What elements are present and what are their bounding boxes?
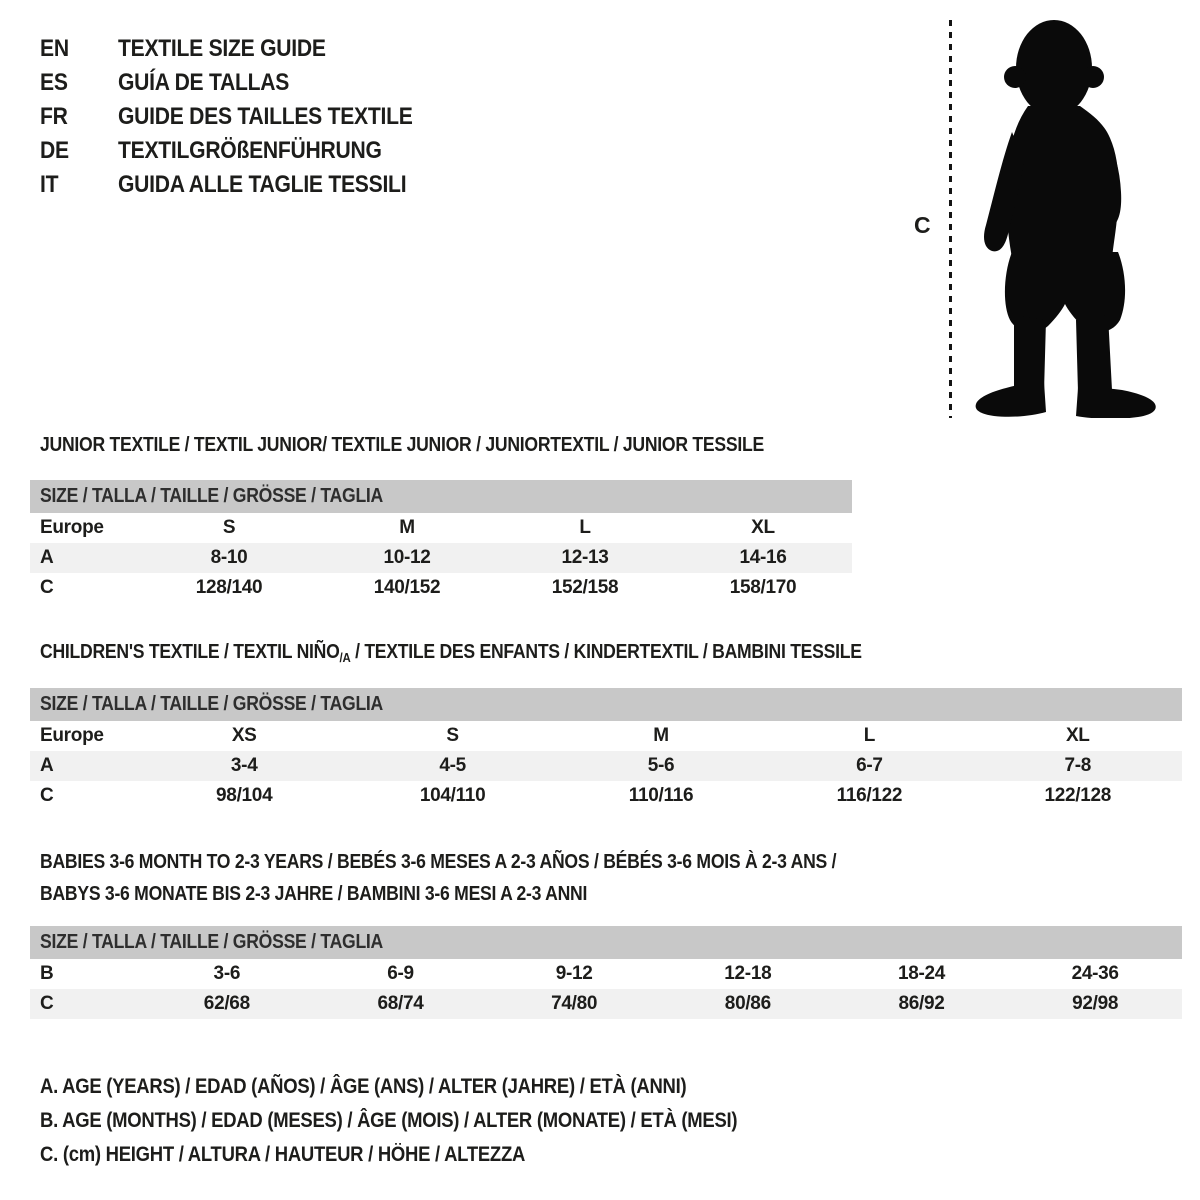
cell: 3-6 [213,963,241,984]
size-header-bar [30,926,1182,959]
section-title-babies-line2 [40,883,662,906]
table-row [30,751,1182,781]
language-row [40,168,453,202]
cell: 10-12 [383,547,431,568]
table-row [30,543,852,573]
row-label: C [40,785,54,806]
guide-title: GUIDE DES TAILLES TEXTILE [118,103,413,130]
language-code: ES [40,69,68,96]
cell: 7-8 [1064,755,1092,776]
cell: 122/128 [1044,785,1112,806]
guide-title: TEXTILGRÖßENFÜHRUNG [118,137,382,164]
row-label: C [40,993,54,1014]
language-code: EN [40,35,69,62]
language-row [40,134,453,168]
title-part: CHILDREN'S TEXTILE / TEXTIL NIÑO [40,641,340,663]
cell: 116/122 [836,785,903,806]
language-code: IT [40,171,59,198]
babies-size-table [30,926,1182,1019]
footnote-a [40,1070,832,1104]
section-title-children [40,641,974,664]
table-row [30,513,852,543]
language-code: FR [40,103,68,130]
cell: S [446,725,459,746]
cell: 158/170 [729,577,797,598]
guide-title: GUIDA ALLE TAGLIE TESSILI [118,171,407,198]
title-subscript: /A [339,650,351,665]
cell: XL [751,517,775,538]
cell: 5-6 [647,755,675,776]
table-row [30,781,1182,811]
section-title-babies-text2: BABYS 3-6 MONATE BIS 2-3 JAHRE / BAMBINI 3-6 MESI A 2-3 ANNI [40,883,588,905]
footnote-c [40,1138,832,1172]
cell: 6-7 [856,755,883,776]
size-header-bar [30,480,852,513]
language-code: DE [40,137,69,164]
cell: 86/92 [898,993,945,1014]
row-label: A [40,547,54,568]
cell: 4-5 [439,755,466,776]
cell: L [579,517,591,538]
table-row [30,573,852,603]
cell: S [222,517,236,538]
size-header-text: SIZE / TALLA / TAILLE / GRÖSSE / TAGLIA [40,931,384,953]
junior-size-table [30,480,852,603]
row-label: Europe [40,517,104,538]
cell: L [863,725,876,746]
children-size-table [30,688,1182,811]
cell: 6-9 [387,963,414,984]
cell: 18-24 [897,963,946,984]
cell: 152/158 [551,577,619,598]
cell: 80/86 [724,993,771,1014]
height-measure-dashed-line [949,20,952,418]
language-title-list [40,32,453,202]
table-row [30,959,1182,989]
table-row [30,989,1182,1019]
cell: 24-36 [1071,963,1119,984]
row-label: B [40,963,54,984]
size-header-bar [30,688,1182,721]
cell: 12-13 [561,547,609,568]
language-row [40,66,453,100]
title-part: / TEXTILE DES ENFANTS / KINDERTEXTIL / BAMBINI TESSILE [350,641,862,663]
section-title-babies-text1: BABIES 3-6 MONTH TO 2-3 YEARS / BEBÉS 3-6 MESES A 2-3 AÑOS / BÉBÉS 3-6 MOIS À 2-3 ANS / [40,851,837,873]
footnote-c-text: C. (cm) HEIGHT / ALTURA / HAUTEUR / HÖHE / ALTEZZA [40,1143,526,1166]
guide-title: GUÍA DE TALLAS [118,69,290,96]
section-title-junior [40,434,863,457]
height-measure-label: C [914,212,931,238]
section-title-children-text [40,641,862,664]
cell: 9-12 [555,963,593,984]
cell: XS [231,725,257,746]
row-label: A [40,755,54,776]
cell: 14-16 [739,547,787,568]
cell: M [653,725,669,746]
language-row [40,100,453,134]
section-title-babies-line1 [40,851,945,874]
cell: 68/74 [377,993,424,1014]
cell: XL [1065,725,1090,746]
row-label: C [40,577,54,598]
cell: 12-18 [724,963,772,984]
footnote-b [40,1104,832,1138]
cell: 62/68 [203,993,250,1014]
footnotes [40,1070,832,1172]
cell: M [399,517,415,538]
footnote-b-text: B. AGE (MONTHS) / EDAD (MESES) / ÂGE (MOIS) / ALTER (MONATE) / ETÀ (MESI) [40,1109,738,1132]
baby-silhouette-icon [972,20,1158,418]
section-title-junior-text: JUNIOR TEXTILE / TEXTIL JUNIOR/ TEXTILE JUNIOR / JUNIORTEXTIL / JUNIOR TESSILE [40,434,764,456]
size-header-text: SIZE / TALLA / TAILLE / GRÖSSE / TAGLIA [40,693,384,715]
cell: 128/140 [195,577,263,598]
cell: 140/152 [373,577,441,598]
cell: 104/110 [419,785,486,806]
language-row [40,32,453,66]
row-label: Europe [40,725,104,746]
cell: 74/80 [551,993,598,1014]
cell: 3-4 [230,755,258,776]
footnote-a-text: A. AGE (YEARS) / EDAD (AÑOS) / ÂGE (ANS) / ALTER (JAHRE) / ETÀ (ANNI) [40,1075,687,1098]
table-row [30,721,1182,751]
size-header-text: SIZE / TALLA / TAILLE / GRÖSSE / TAGLIA [40,485,384,507]
cell: 110/116 [628,785,694,806]
cell: 8-10 [210,547,248,568]
cell: 92/98 [1072,993,1119,1014]
cell: 98/104 [216,785,273,806]
guide-title: TEXTILE SIZE GUIDE [118,35,326,62]
